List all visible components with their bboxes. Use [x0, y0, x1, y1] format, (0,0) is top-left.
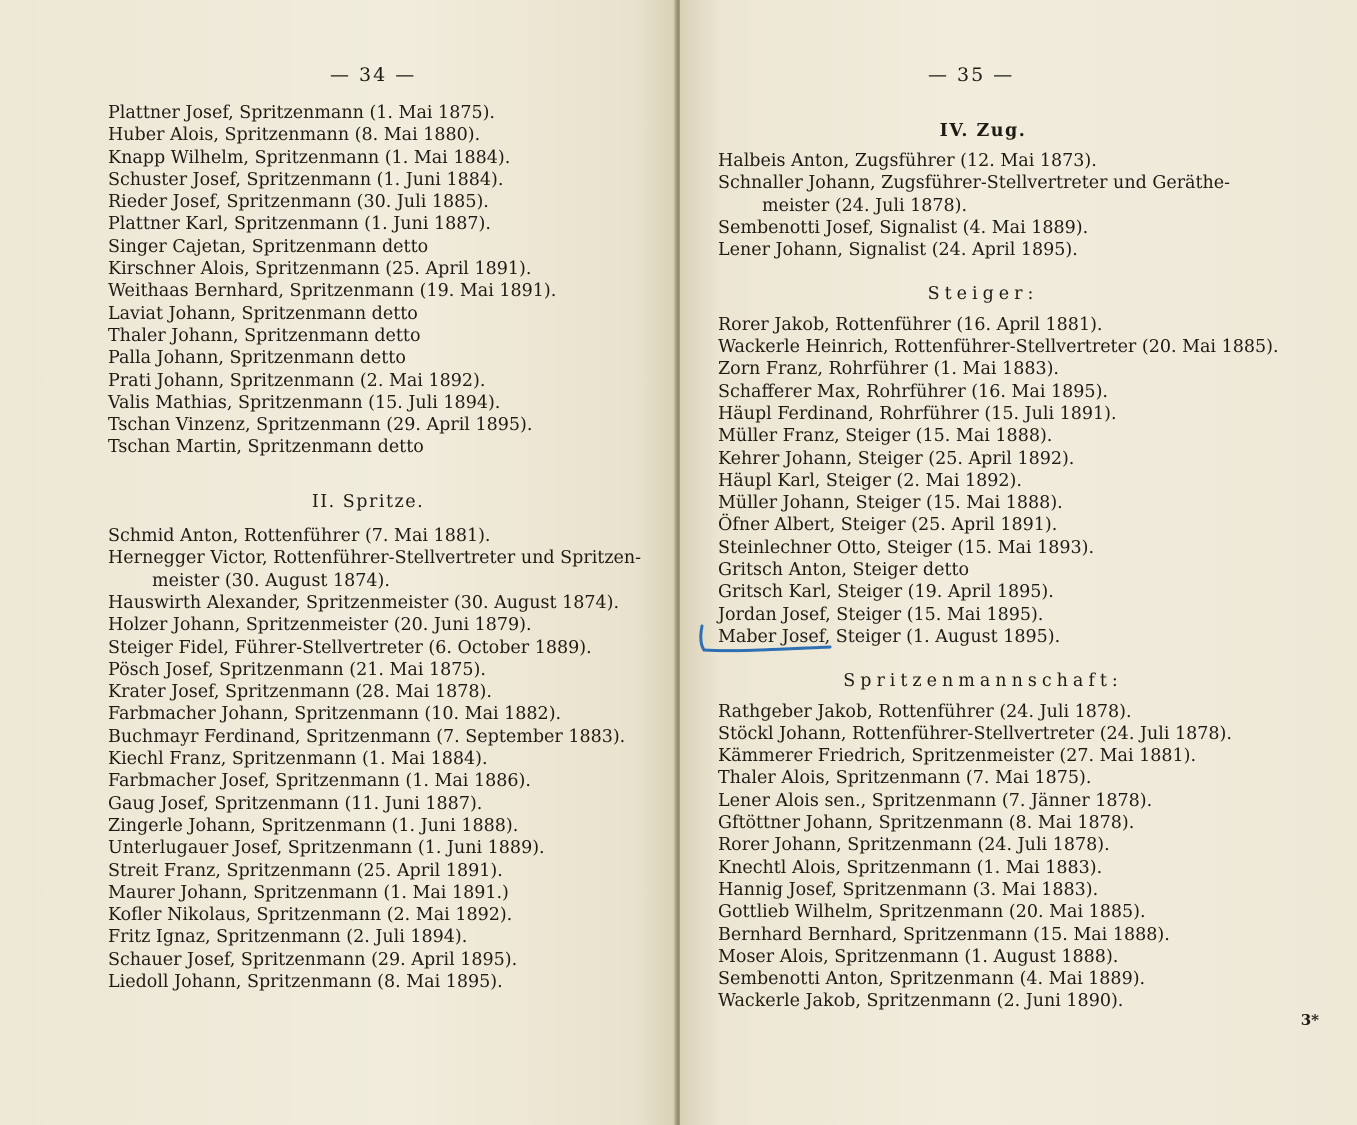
list-item: Kofler Nikolaus, Spritzenmann (2. Mai 1892).	[108, 905, 513, 926]
list-item: Plattner Josef, Spritzenmann (1. Mai 1875).	[108, 103, 495, 123]
list-item: Wackerle Heinrich, Rottenführer-Stellvertreter (20. Mai 1885).	[718, 337, 1279, 358]
list-item: Lener Johann, Signalist (24. April 1895).	[718, 240, 1078, 261]
section-heading: IV. Zug.	[939, 121, 1027, 141]
blue-pen-mark	[694, 622, 834, 656]
list-item: Palla Johann, Spritzenmann detto	[108, 348, 406, 369]
list-item: Gaug Josef, Spritzenmann (11. Juni 1887).	[108, 793, 483, 814]
list-item: Schnaller Johann, Zugsführer-Stellvertreter und Geräthe-	[718, 173, 1231, 194]
list-item: Schauer Josef, Spritzenmann (29. April 1895).	[108, 949, 518, 970]
list-item: Maurer Johann, Spritzenmann (1. Mai 1891.)	[108, 882, 509, 903]
list-item: Rorer Jakob, Rottenführer (16. April 1881).	[718, 314, 1103, 335]
list-item: Häupl Karl, Steiger (2. Mai 1892).	[718, 470, 1022, 491]
section-heading: II. Spritze.	[311, 491, 425, 512]
list-item: Hernegger Victor, Rottenführer-Stellvertreter und Spritzen-	[108, 548, 642, 569]
text-column-left	[108, 102, 642, 993]
list-item: Krater Josef, Spritzenmann (28. Mai 1878).	[108, 682, 492, 703]
list-item: Schuster Josef, Spritzenmann (1. Juni 1884).	[108, 169, 504, 190]
list-item: Lener Alois sen., Spritzenmann (7. Jänner 1878).	[718, 790, 1153, 811]
list-item: Kehrer Johann, Steiger (25. April 1892).	[718, 448, 1075, 469]
list-item: Kirschner Alois, Spritzenmann (25. April 1891).	[108, 259, 532, 280]
page-number: — 34 —	[330, 64, 417, 86]
section-heading: Spritzenmannschaft:	[843, 671, 1123, 692]
list-item: Tschan Vinzenz, Spritzenmann (29. April 1895).	[108, 415, 533, 436]
list-item: Schmid Anton, Rottenführer (7. Mai 1881).	[108, 526, 491, 547]
list-item: Farbmacher Johann, Spritzenmann (10. Mai 1882).	[108, 704, 562, 725]
list-item: Liedoll Johann, Spritzenmann (8. Mai 1895).	[108, 971, 503, 992]
section-heading: Steiger:	[927, 284, 1039, 305]
list-item: Müller Franz, Steiger (15. Mai 1888).	[718, 426, 1053, 447]
list-item: Thaler Johann, Spritzenmann detto	[108, 325, 421, 346]
list-item: Knapp Wilhelm, Spritzenmann (1. Mai 1884).	[108, 147, 511, 168]
list-item: Zorn Franz, Rohrführer (1. Mai 1883).	[718, 359, 1059, 380]
list-item: Kiechl Franz, Spritzenmann (1. Mai 1884).	[108, 749, 488, 770]
list-item: Buchmayr Ferdinand, Spritzenmann (7. September 1883).	[108, 726, 626, 747]
list-item: Laviat Johann, Spritzenmann detto	[108, 303, 418, 324]
list-item: Tschan Martin, Spritzenmann detto	[108, 437, 424, 458]
page-left	[0, 0, 676, 1125]
list-item: Gritsch Karl, Steiger (19. April 1895).	[718, 582, 1054, 603]
list-item: Rieder Josef, Spritzenmann (30. Juli 1885).	[108, 192, 489, 213]
list-item: Öfner Albert, Steiger (25. April 1891).	[718, 515, 1058, 536]
list-item: Maber Josef, Steiger (1. August 1895).	[718, 626, 1061, 647]
text-column-right	[718, 121, 1279, 1013]
list-item: Plattner Karl, Spritzenmann (1. Juni 1887).	[108, 214, 491, 235]
list-item: Halbeis Anton, Zugsführer (12. Mai 1873).	[718, 151, 1097, 171]
list-item: Kämmerer Friedrich, Spritzenmeister (27. Mai 1881).	[718, 746, 1197, 767]
list-item: Wackerle Jakob, Spritzenmann (2. Juni 1890).	[718, 991, 1124, 1012]
list-item: Bernhard Bernhard, Spritzenmann (15. Mai 1888).	[718, 924, 1170, 945]
list-item: Steinlechner Otto, Steiger (15. Mai 1893).	[718, 537, 1095, 558]
member-list	[718, 701, 1248, 1013]
list-item: Gottlieb Wilhelm, Spritzenmann (20. Mai 1885).	[718, 902, 1146, 923]
list-item: Häupl Ferdinand, Rohrführer (15. Juli 1891).	[718, 403, 1117, 424]
list-item: Unterlugauer Josef, Spritzenmann (1. Juni 1889).	[108, 838, 545, 859]
list-item: Jordan Josef, Steiger (15. Mai 1895).	[718, 604, 1044, 625]
list-item: Sembenotti Josef, Signalist (4. Mai 1889).	[718, 217, 1089, 238]
list-item: Müller Johann, Steiger (15. Mai 1888).	[718, 493, 1063, 514]
list-item: Farbmacher Josef, Spritzenmann (1. Mai 1886).	[108, 771, 531, 792]
signature-mark: 3*	[1300, 1011, 1319, 1029]
list-item: Hauswirth Alexander, Spritzenmeister (30. August 1874).	[108, 592, 620, 613]
page-number: — 35 —	[928, 64, 1015, 86]
list-item: Weithaas Bernhard, Spritzenmann (19. Mai 1891).	[108, 281, 557, 302]
list-item: Moser Alois, Spritzenmann (1. August 1888).	[718, 946, 1119, 967]
list-item: Huber Alois, Spritzenmann (8. Mai 1880).	[108, 125, 481, 146]
member-list	[718, 150, 1248, 261]
list-item: Gritsch Anton, Steiger detto	[718, 560, 970, 581]
list-item: Streit Franz, Spritzenmann (25. April 1891).	[108, 860, 503, 881]
list-item: Hannig Josef, Spritzenmann (3. Mai 1883).	[718, 879, 1099, 900]
list-item: Valis Mathias, Spritzenmann (15. Juli 1894).	[108, 392, 501, 413]
page-right	[680, 0, 1357, 1125]
list-item: Steiger Fidel, Führer-Stellvertreter (6. October 1889).	[108, 637, 592, 658]
list-item: Pösch Josef, Spritzenmann (21. Mai 1875).	[108, 659, 486, 680]
list-item: Schafferer Max, Rohrführer (16. Mai 1895).	[718, 381, 1108, 402]
list-item: Thaler Alois, Spritzenmann (7. Mai 1875).	[718, 768, 1092, 789]
list-item: Holzer Johann, Spritzenmeister (20. Juni 1879).	[108, 615, 532, 636]
member-list	[718, 314, 1279, 648]
list-item: Prati Johann, Spritzenmann (2. Mai 1892).	[108, 370, 486, 391]
list-item: meister (30. August 1874).	[152, 570, 390, 591]
list-item: Stöckl Johann, Rottenführer-Stellvertreter (24. Juli 1878).	[718, 723, 1232, 744]
member-list	[108, 102, 628, 459]
list-item: meister (24. Juli 1878).	[762, 195, 968, 216]
list-item: Sembenotti Anton, Spritzenmann (4. Mai 1889).	[718, 969, 1146, 990]
list-item: Gftöttner Johann, Spritzenmann (8. Mai 1878).	[718, 813, 1135, 834]
member-list	[108, 525, 642, 993]
list-item: Fritz Ignaz, Spritzenmann (2. Juli 1894).	[108, 927, 468, 948]
list-item: Rathgeber Jakob, Rottenführer (24. Juli 1878).	[718, 701, 1132, 722]
list-item: Singer Cajetan, Spritzenmann detto	[108, 236, 429, 257]
list-item: Rorer Johann, Spritzenmann (24. Juli 1878).	[718, 835, 1110, 856]
list-item: Knechtl Alois, Spritzenmann (1. Mai 1883).	[718, 857, 1103, 878]
list-item: Zingerle Johann, Spritzenmann (1. Juni 1888).	[108, 815, 519, 836]
